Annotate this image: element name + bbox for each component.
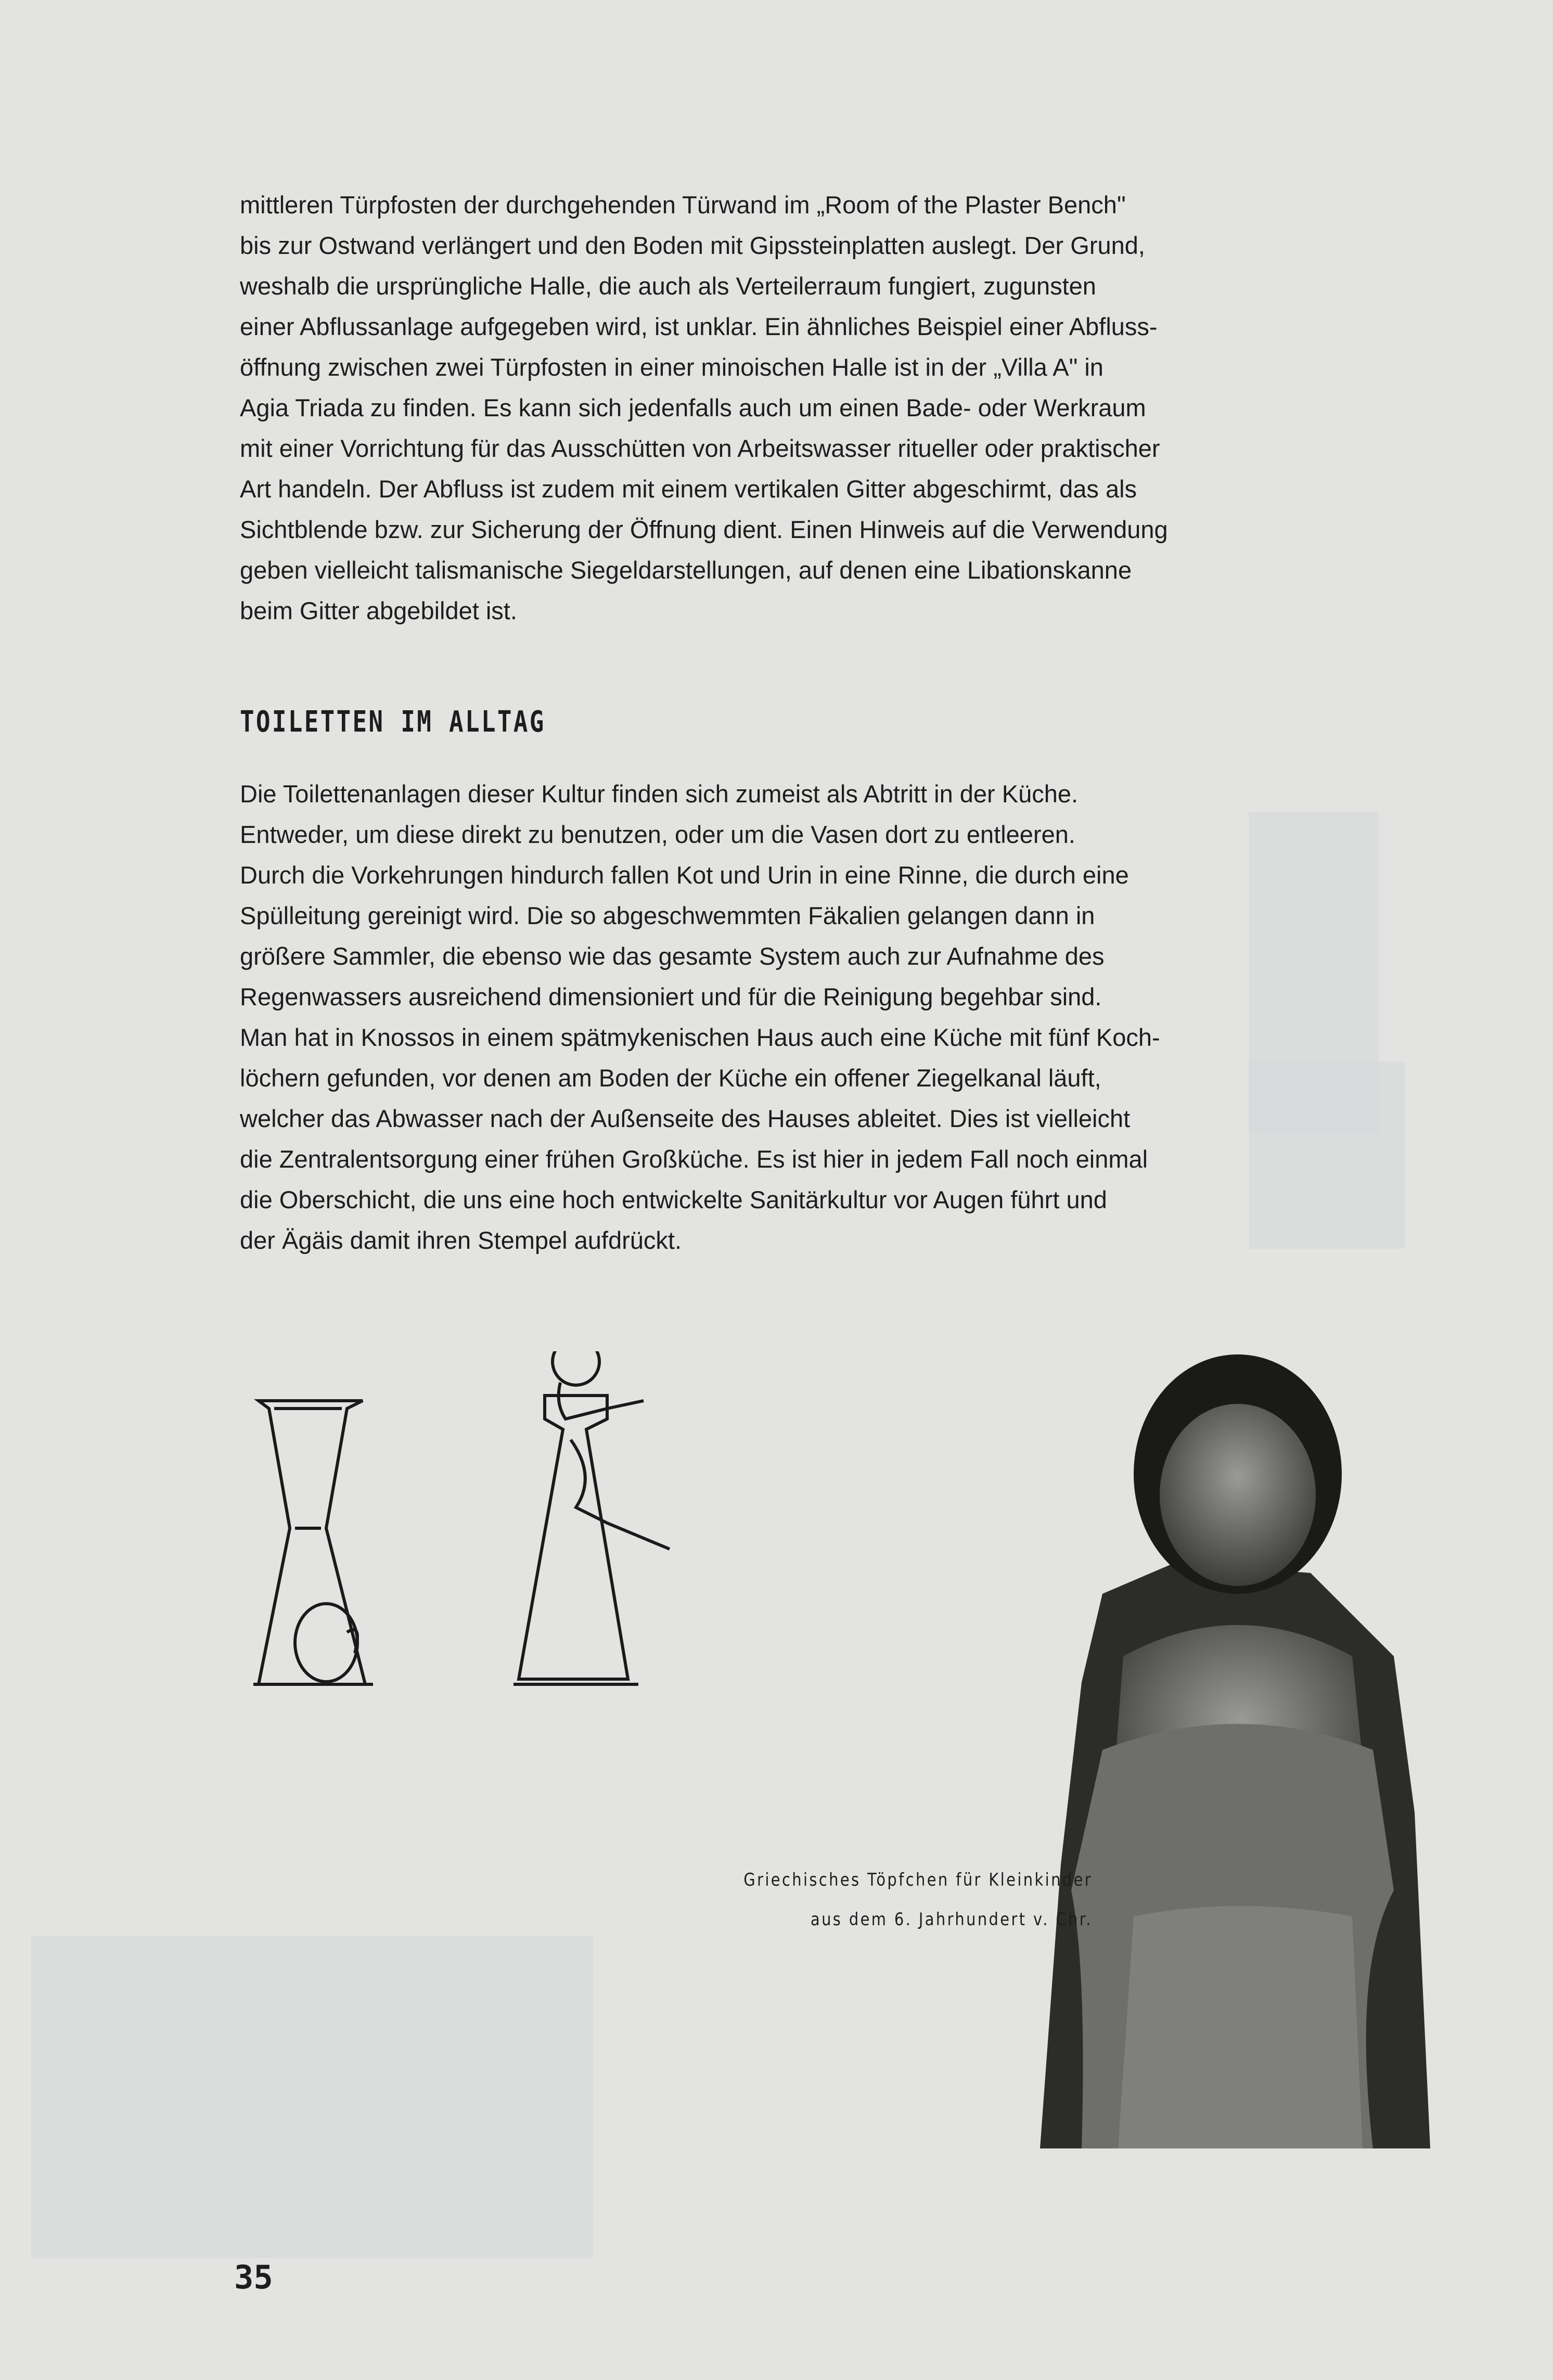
caption-line: aus dem 6. Jahrhundert v. Chr.: [810, 1909, 1093, 1930]
text-line: einer Abflussanlage aufgegeben wird, ist unklar. Ein ähnliches Beispiel einer Abfluss-: [240, 313, 1158, 340]
text-line: löchern gefunden, vor denen am Boden der Küche ein offener Ziegelkanal läuft,: [240, 1064, 1101, 1092]
text-line: Die Toilettenanlagen dieser Kultur finden sich zumeist als Abtritt in der Küche.: [240, 780, 1079, 808]
child-on-potty-photo: [1040, 1344, 1439, 2148]
section-heading: TOILETTEN IM ALLTAG: [240, 705, 546, 739]
text-line: beim Gitter abgebildet ist.: [240, 597, 517, 624]
text-line: weshalb die ursprüngliche Halle, die auch als Verteilerraum fungiert, zugunsten: [240, 272, 1096, 300]
text-line: Regenwassers ausreichend dimensioniert und für die Reinigung begehbar sind.: [240, 983, 1102, 1010]
show-through-image: [31, 1936, 593, 2258]
photo-caption: [606, 1860, 1093, 1939]
text-line: Agia Triada zu finden. Es kann sich jedenfalls auch um einen Bade- oder Werkraum: [240, 394, 1146, 421]
show-through-image: [1249, 1061, 1405, 1249]
page-number: 35: [234, 2258, 273, 2296]
text-line: die Zentralentsorgung einer frühen Großküche. Es ist hier in jedem Fall noch einmal: [240, 1145, 1148, 1173]
text-line: Spülleitung gereinigt wird. Die so abgeschwemmten Fäkalien gelangen dann in: [240, 902, 1095, 929]
text-line: welcher das Abwasser nach der Außenseite des Hauses ableitet. Dies ist vielleicht: [240, 1105, 1131, 1132]
text-line: der Ägäis damit ihren Stempel aufdrückt.: [240, 1226, 682, 1254]
text-line: größere Sammler, die ebenso wie das gesamte System auch zur Aufnahme des: [240, 942, 1105, 970]
body-paragraph-2: [240, 774, 1260, 1261]
text-line: öffnung zwischen zwei Türpfosten in einer minoischen Halle ist in der „Villa A" in: [240, 353, 1103, 381]
text-line: Durch die Vorkehrungen hindurch fallen Kot und Urin in eine Rinne, die durch eine: [240, 861, 1129, 889]
text-line: Sichtblende bzw. zur Sicherung der Öffnung dient. Einen Hinweis auf die Verwendung: [240, 516, 1168, 543]
text-line: die Oberschicht, die uns eine hoch entwickelte Sanitärkultur vor Augen führt und: [240, 1186, 1107, 1213]
text-line: mittleren Türpfosten der durchgehenden Türwand im „Room of the Plaster Bench": [240, 191, 1126, 219]
text-line: Entweder, um diese direkt zu benutzen, oder um die Vasen dort zu entleeren.: [240, 821, 1075, 848]
text-line: Man hat in Knossos in einem spätmykenischen Haus auch eine Küche mit fünf Koch-: [240, 1023, 1160, 1051]
text-line: bis zur Ostwand verlängert und den Boden mit Gipssteinplatten auslegt. Der Grund,: [240, 232, 1145, 259]
potty-line-drawing: [243, 1351, 714, 1695]
text-line: Art handeln. Der Abfluss ist zudem mit einem vertikalen Gitter abgeschirmt, das als: [240, 475, 1137, 503]
text-line: mit einer Vorrichtung für das Ausschütten von Arbeitswasser ritueller oder praktischer: [240, 434, 1160, 462]
text-line: geben vielleicht talismanische Siegeldarstellungen, auf denen eine Libationskanne: [240, 556, 1132, 584]
caption-line: Griechisches Töpfchen für Kleinkinder: [743, 1870, 1093, 1890]
body-paragraph-1: [240, 185, 1260, 631]
